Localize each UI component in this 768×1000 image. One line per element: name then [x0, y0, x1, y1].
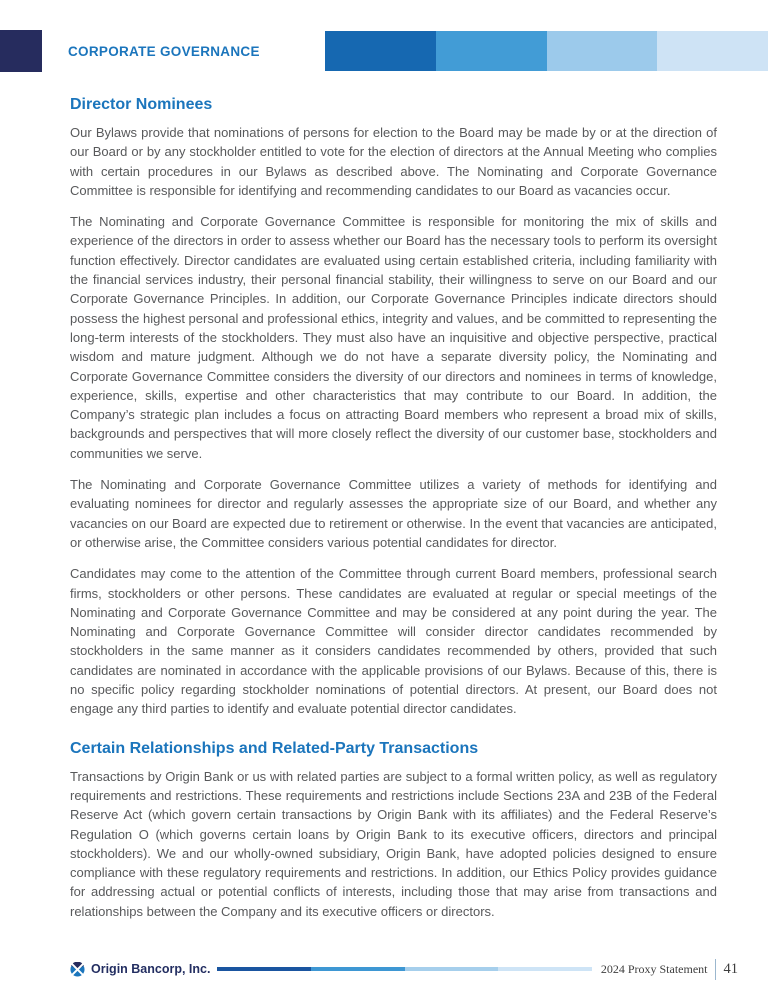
section-heading: Director Nominees: [70, 96, 213, 113]
section-related-party-transactions: [70, 740, 717, 921]
header-bar-segment-2: [436, 31, 547, 71]
footer-divider: [715, 959, 716, 980]
footer-rule-segment-3: [405, 967, 499, 971]
header-gradient-bar: [325, 31, 768, 71]
page-footer: [70, 957, 738, 981]
paragraph: The Nominating and Corporate Governance Committee utilizes a variety of methods for identifying and evaluating nominees for director and regularly assesses the appropriate size of our Board, and whether any vacancies on our Board are expected due to retirement or otherwise. In the event that vacancies are anticipated, or otherwise arise, the Committee considers various potential candidates for director.: [70, 477, 717, 550]
paragraph: Our Bylaws provide that nominations of persons for election to the Board may be made by or at the direction of our Board or by any stockholder entitled to vote for the election of directors at the Annual Meeting who complies with certain procedures in our Bylaws as described above. The Nominating and Corporate Governance Committee is responsible for identifying and recommending candidates to our Board as vacancies occur.: [70, 125, 717, 198]
header-bar-segment-4: [657, 31, 768, 71]
section-eyebrow: CORPORATE GOVERNANCE: [68, 43, 260, 59]
origin-bancorp-logo-icon: [70, 962, 85, 977]
paragraph: Transactions by Origin Bank or us with related parties are subject to a formal written policy, as well as regulatory requirements and restrictions. These requirements and restrictions include Sections 23A and 23B of the Federal Reserve Act (which govern certain transactions by Origin Bank with its affiliates) and the Federal Reserve’s Regulation O (which governs certain loans by Origin Bank to its executive officers, directors and principal stockholders). We and our wholly-owned subsidiary, Origin Bank, have adopted policies designed to ensure compliance with these regulatory requirements and restrictions. In addition, our Ethics Policy provides guidance for addressing actual or potential conflicts of interests, including those that may arise from transactions and relationships between the Company and its executive officers or directors.: [70, 768, 717, 919]
footer-document-title: 2024 Proxy Statement: [600, 961, 708, 976]
footer-rule: [217, 967, 591, 971]
footer-page-number: 41: [723, 960, 738, 977]
paragraph: The Nominating and Corporate Governance Committee is responsible for monitoring the mix of skills and experience of the directors in order to assess whether our Board has the necessary tools to perform its oversight function effectively. Director candidates are evaluated using certain established criteria, including familiarity with the financial services industry, their personal financial stability, their willingness to serve on our Board and our Corporate Governance Principles. In addition, our Corporate Governance Principles indicate directors should possess the highest personal and professional ethics, integrity and values, and be committed to representing the long-term interests of the stockholders. They must also have an inquisitive and objective perspective, practical wisdom and mature judgment. Although we do not have a separate diversity policy, the Nominating and Corporate Governance Committee considers the diversity of our directors and nominees in terms of knowledge, experience, skills, expertise and other characteristics that may contribute to our Board. In addition, the Company’s strategic plan includes a focus on attracting Board members who represent a broad mix of skills, backgrounds and perspectives that will more closely reflect the diversity of our customer base, stockholders and communities we serve.: [70, 214, 717, 461]
header-bar-segment-1: [325, 31, 436, 71]
footer-rule-segment-2: [311, 967, 405, 971]
section-heading: Certain Relationships and Related-Party Transactions: [70, 739, 479, 757]
footer-rule-segment-4: [498, 967, 592, 971]
page-content: [70, 72, 717, 933]
paragraph: Candidates may come to the attention of the Committee through current Board members, professional search firms, stockholders or other persons. These candidates are evaluated at regular or special meetings of the Nominating and Corporate Governance Committee and may be considered at any point during the year. The Nominating and Corporate Governance Committee will consider director candidates recommended by stockholders in the same manner as it considers candidates recommended by others, provided that such candidates are nominated in accordance with the applicable provisions of our Bylaws. Because of this, there is no specific policy regarding stockholder nominations of potential directors. At present, our Board does not engage any third parties to identify and evaluate potential director candidates.: [70, 566, 717, 717]
page-header: [0, 30, 768, 72]
header-bar-segment-3: [547, 31, 658, 71]
section-director-nominees: [70, 96, 717, 719]
footer-company-name: Origin Bancorp, Inc.: [91, 962, 211, 976]
header-navy-block: [0, 30, 42, 72]
footer-rule-segment-1: [217, 967, 311, 971]
